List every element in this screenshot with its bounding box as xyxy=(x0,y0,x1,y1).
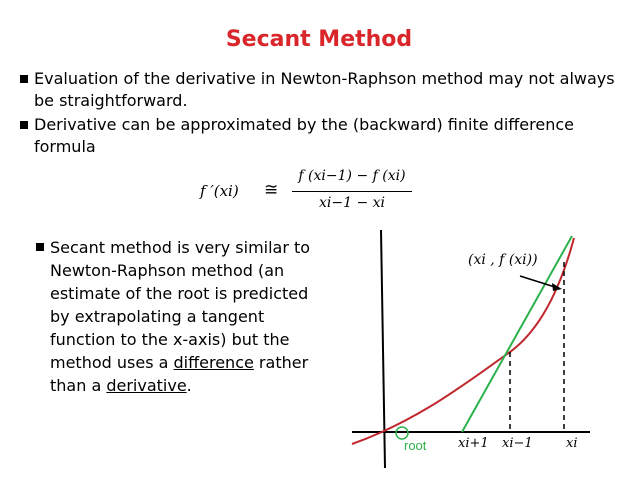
bullet-finite-difference: Derivative can be approximated by the (backward) finite difference formula xyxy=(18,114,618,158)
point-label: (xi , f (xi)) xyxy=(468,252,538,268)
x-label-xi-plus-1: xi+1 xyxy=(458,436,489,451)
underlined-difference: difference xyxy=(173,353,254,372)
formula-denominator: xi−1 − xi xyxy=(318,195,385,211)
x-label-xi: xi xyxy=(566,436,578,451)
root-label: root xyxy=(404,438,427,453)
side-text-after: . xyxy=(186,376,192,395)
x-label-xi-minus-1: xi−1 xyxy=(502,436,533,451)
formula-numerator: f (xi−1) − f (xi) xyxy=(298,168,406,184)
formula-lhs: f ′(xi) xyxy=(200,182,239,200)
side-text-middle: rather than a xyxy=(50,353,309,395)
point-pointer-arrow xyxy=(520,276,558,288)
side-text-before: Secant method is very similar to Newton-Raphson method (an estimate of the root is predicted by extrapolating a tangent function to the x-axis) but the method uses a xyxy=(50,238,311,372)
underlined-derivative: derivative xyxy=(106,376,187,395)
bullet-derivative-evaluation: Evaluation of the derivative in Newton-Raphson method may not always be straightforward. xyxy=(18,68,618,112)
slide-title: Secant Method xyxy=(225,27,413,52)
function-curve xyxy=(352,238,574,444)
arrow-head xyxy=(552,283,562,291)
formula-approx-sign: ≅ xyxy=(264,180,279,200)
